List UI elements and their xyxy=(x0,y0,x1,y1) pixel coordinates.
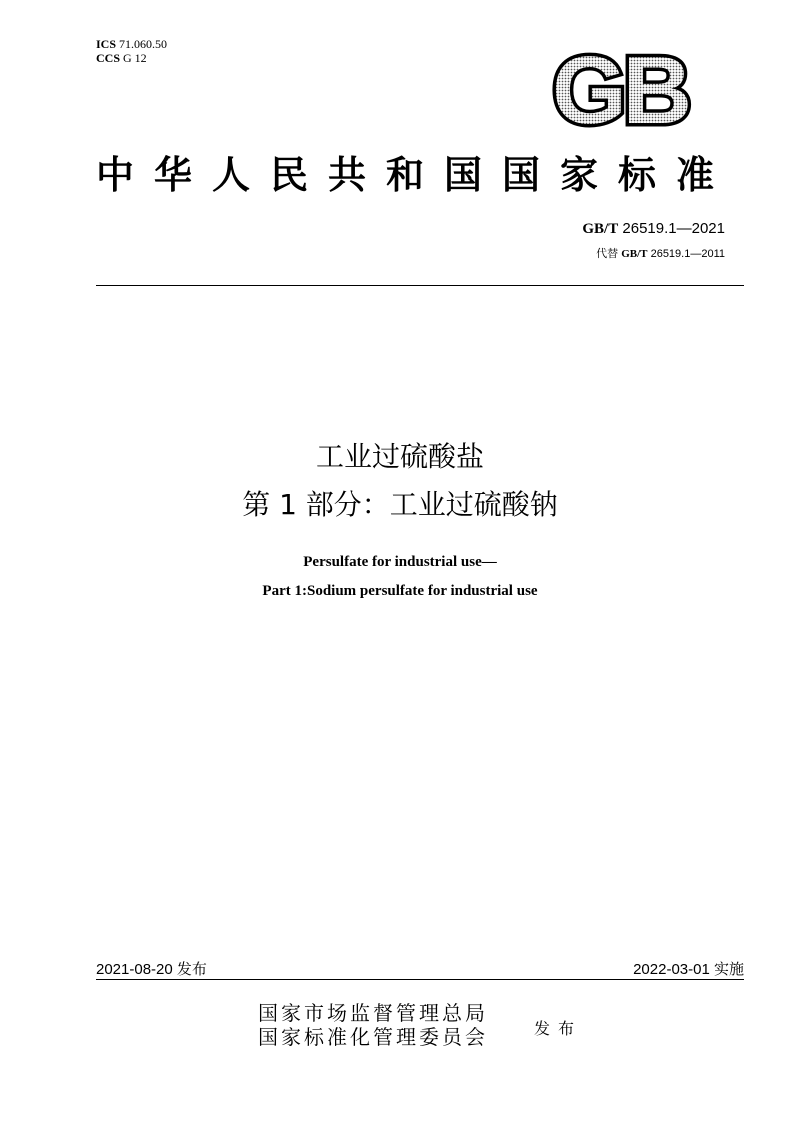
standard-number: GB/T 26519.1—2021 xyxy=(582,220,725,237)
svg-text:GB: GB xyxy=(552,47,688,129)
issuing-authorities xyxy=(258,1001,488,1049)
header-divider xyxy=(96,285,744,286)
gb-logo xyxy=(540,47,700,129)
publish-label: 发布 xyxy=(534,1019,583,1038)
ccs-code: CCS G 12 xyxy=(96,51,147,65)
issue-date: 2021-08-20 发布 xyxy=(96,961,207,978)
issuer-samr: 国家市场监督管理总局 xyxy=(258,1001,488,1025)
issuer-sac: 国家标准化管理委员会 xyxy=(258,1025,488,1049)
classification-codes xyxy=(96,37,167,65)
document-title-line1: 工业过硫酸盐 xyxy=(315,440,484,473)
english-title-line2: Part 1:Sodium persulfate for industrial use xyxy=(262,583,538,599)
document-title-line2: 第 1 部分：工业过硫酸钠 xyxy=(242,488,558,521)
footer-divider xyxy=(96,979,744,980)
english-title-line1: Persulfate for industrial use— xyxy=(303,554,497,570)
national-standard-title: 中华人民共和国国家标准 xyxy=(96,152,735,197)
replaces-standard: 代替 GB/T 26519.1—2011 xyxy=(596,248,725,260)
implementation-date: 2022-03-01 实施 xyxy=(633,961,744,978)
ics-code: ICS 71.060.50 xyxy=(96,37,168,51)
